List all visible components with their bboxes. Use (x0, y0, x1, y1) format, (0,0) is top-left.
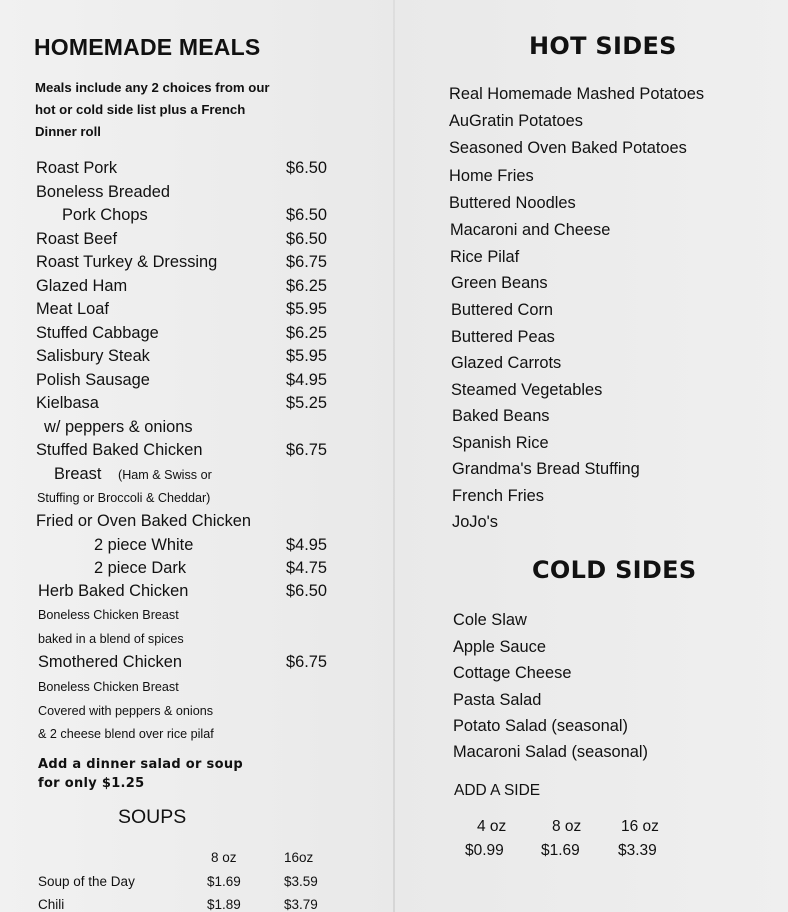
meal-name: Roast Beef (36, 230, 118, 248)
cold-side-item: Macaroni Salad (seasonal) (453, 743, 648, 761)
soup-price: $1.89 (207, 897, 241, 912)
meal-option-note: (Ham & Swiss or (118, 468, 212, 482)
hot-side-item: Real Homemade Mashed Potatoes (449, 85, 705, 103)
meal-description: Boneless Chicken Breast (38, 680, 179, 694)
meal-price: $6.75 (286, 441, 328, 459)
meals-intro-line: Dinner roll (35, 124, 101, 139)
hot-side-item: Steamed Vegetables (451, 381, 603, 399)
side-size: 4 oz (477, 818, 507, 835)
soup-price: $3.59 (284, 874, 318, 889)
meal-price: $5.95 (286, 347, 328, 365)
meal-name: 2 piece Dark (94, 559, 187, 577)
soups-title: SOUPS (118, 806, 187, 828)
cold-side-item: Cottage Cheese (453, 664, 572, 682)
meal-price: $4.75 (286, 559, 328, 577)
soup-size-header: 16oz (284, 850, 314, 865)
side-size: 8 oz (552, 818, 582, 835)
meal-description: Covered with peppers & onions (38, 704, 214, 718)
hot-sides-title: HOT SIDES (529, 32, 677, 60)
meal-price: $6.50 (286, 159, 328, 177)
meal-name: Salisbury Steak (36, 347, 150, 365)
cold-side-item: Pasta Salad (453, 691, 542, 709)
hot-side-item: Buttered Peas (451, 328, 555, 346)
meal-price: $6.50 (286, 230, 328, 248)
meal-name: Fried or Oven Baked Chicken (36, 512, 251, 530)
meal-name: w/ peppers & onions (44, 418, 193, 436)
meal-price: $5.25 (286, 394, 328, 412)
hot-side-item: Home Fries (449, 167, 534, 185)
soup-size-header: 8 oz (211, 850, 237, 865)
meal-price: $6.25 (286, 277, 328, 295)
meal-price: $4.95 (286, 536, 328, 554)
meal-price: $6.50 (286, 206, 328, 224)
meal-option-note: Stuffing or Broccoli & Cheddar) (37, 491, 211, 505)
soup-name: Soup of the Day (38, 874, 135, 889)
meal-description: Boneless Chicken Breast (38, 608, 179, 622)
side-price: $3.39 (618, 842, 657, 859)
hot-side-item: Buttered Corn (451, 301, 554, 319)
meal-name: Meat Loaf (36, 300, 109, 318)
side-price: $1.69 (541, 842, 580, 859)
meal-name: Pork Chops (62, 206, 148, 224)
hot-side-item: Rice Pilaf (450, 248, 520, 266)
cold-side-item: Apple Sauce (453, 638, 546, 656)
meal-name: Stuffed Baked Chicken (36, 441, 203, 459)
soup-price: $3.79 (284, 897, 318, 912)
side-size: 16 oz (621, 818, 659, 835)
hot-side-item: Glazed Carrots (451, 354, 562, 372)
meal-name: Kielbasa (36, 394, 99, 412)
homemade-meals-title: HOMEMADE MEALS (34, 34, 261, 60)
hot-side-item: JoJo's (452, 513, 498, 531)
meal-price: $6.75 (286, 253, 328, 271)
hot-side-item: Macaroni and Cheese (450, 221, 611, 239)
meal-name: Stuffed Cabbage (36, 324, 159, 342)
hot-side-item: Seasoned Oven Baked Potatoes (449, 139, 687, 157)
meal-name: Herb Baked Chicken (38, 582, 189, 600)
hot-side-item: Baked Beans (452, 407, 550, 425)
meal-name: Roast Pork (36, 159, 118, 177)
side-price: $0.99 (465, 842, 504, 859)
hot-side-item: Grandma's Bread Stuffing (452, 460, 640, 478)
meal-name: Polish Sausage (36, 371, 150, 389)
promo-line: Add a dinner salad or soup (38, 757, 243, 772)
cold-sides-title: COLD SIDES (532, 556, 697, 584)
hot-side-item: AuGratin Potatoes (449, 112, 583, 130)
meal-name: Breast (54, 465, 102, 483)
meal-name: Roast Turkey & Dressing (36, 253, 218, 271)
meal-description: & 2 cheese blend over rice pilaf (38, 727, 214, 741)
meal-price: $5.95 (286, 300, 328, 318)
meals-intro-line: hot or cold side list plus a French (35, 102, 246, 117)
hot-side-item: French Fries (452, 487, 544, 505)
soup-price: $1.69 (207, 874, 241, 889)
meals-intro-line: Meals include any 2 choices from our (35, 80, 270, 95)
meal-name: Boneless Breaded (36, 183, 170, 201)
meal-price: $6.50 (286, 582, 328, 600)
meal-price: $4.95 (286, 371, 328, 389)
add-a-side-title: ADD A SIDE (454, 782, 541, 799)
promo-line: for only $1.25 (38, 776, 145, 791)
cold-side-item: Potato Salad (seasonal) (453, 717, 628, 735)
page-fold-divider (393, 0, 395, 912)
meal-name: Smothered Chicken (38, 653, 182, 671)
hot-side-item: Green Beans (451, 274, 548, 292)
meal-description: baked in a blend of spices (38, 632, 184, 646)
hot-side-item: Spanish Rice (452, 434, 549, 452)
meal-price: $6.25 (286, 324, 328, 342)
meal-price: $6.75 (286, 653, 328, 671)
soup-name: Chili (38, 897, 65, 912)
cold-side-item: Cole Slaw (453, 611, 527, 629)
meal-name: Glazed Ham (36, 277, 128, 295)
meal-name: 2 piece White (94, 536, 194, 554)
hot-side-item: Buttered Noodles (449, 194, 576, 212)
